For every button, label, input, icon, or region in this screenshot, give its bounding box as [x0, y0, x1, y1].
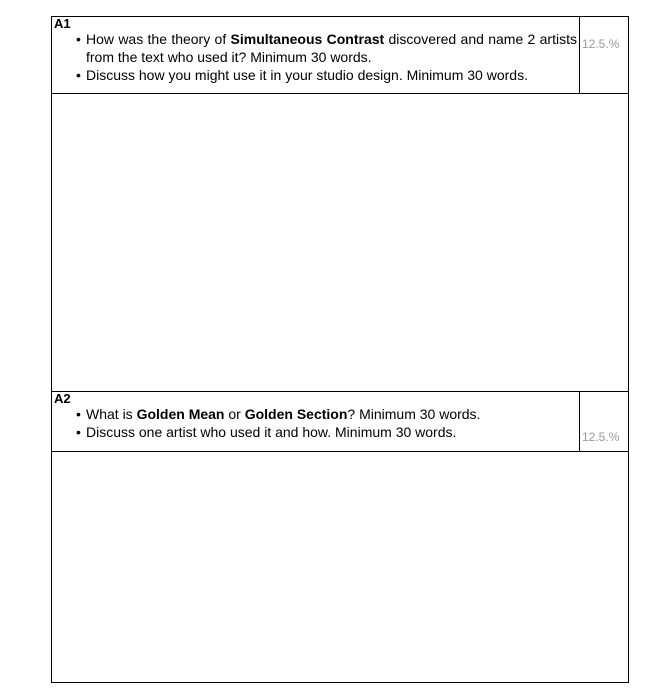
question-a1-bullet-2: • Discuss how you might use it in your studio design. Minimum 30 words. — [52, 66, 579, 84]
question-a1-weight: 12.5.% — [582, 37, 620, 51]
term-golden-mean: Golden Mean — [136, 406, 225, 422]
answer-a2-box[interactable] — [51, 452, 629, 683]
question-code: A2 — [54, 391, 71, 406]
question-a2-bullet-1: • What is Golden Mean or Golden Section? Minimum 30 words. — [52, 405, 579, 423]
question-code: A1 — [54, 16, 71, 31]
question-a1-prompt — [52, 17, 580, 93]
term-golden-section: Golden Section — [244, 406, 348, 422]
answer-a1-box[interactable] — [51, 94, 629, 392]
question-a2-weight: 12.5.% — [582, 430, 620, 444]
assignment-sheet — [51, 16, 629, 683]
question-a1-bullets — [52, 30, 579, 84]
question-a1-bullet-1: • How was the theory of Simultaneous Contrast discovered and name 2 artists from the text who used it? Minimum 30 words. — [52, 30, 579, 66]
question-a2-prompt — [52, 392, 580, 451]
question-a2-bullet-2: • Discuss one artist who used it and how. Minimum 30 words. — [52, 423, 579, 441]
question-a1-row — [51, 16, 629, 94]
question-a2-bullets — [52, 405, 579, 441]
question-a2-row — [51, 392, 629, 452]
term-simultaneous-contrast: Simultaneous Contrast — [230, 31, 385, 47]
